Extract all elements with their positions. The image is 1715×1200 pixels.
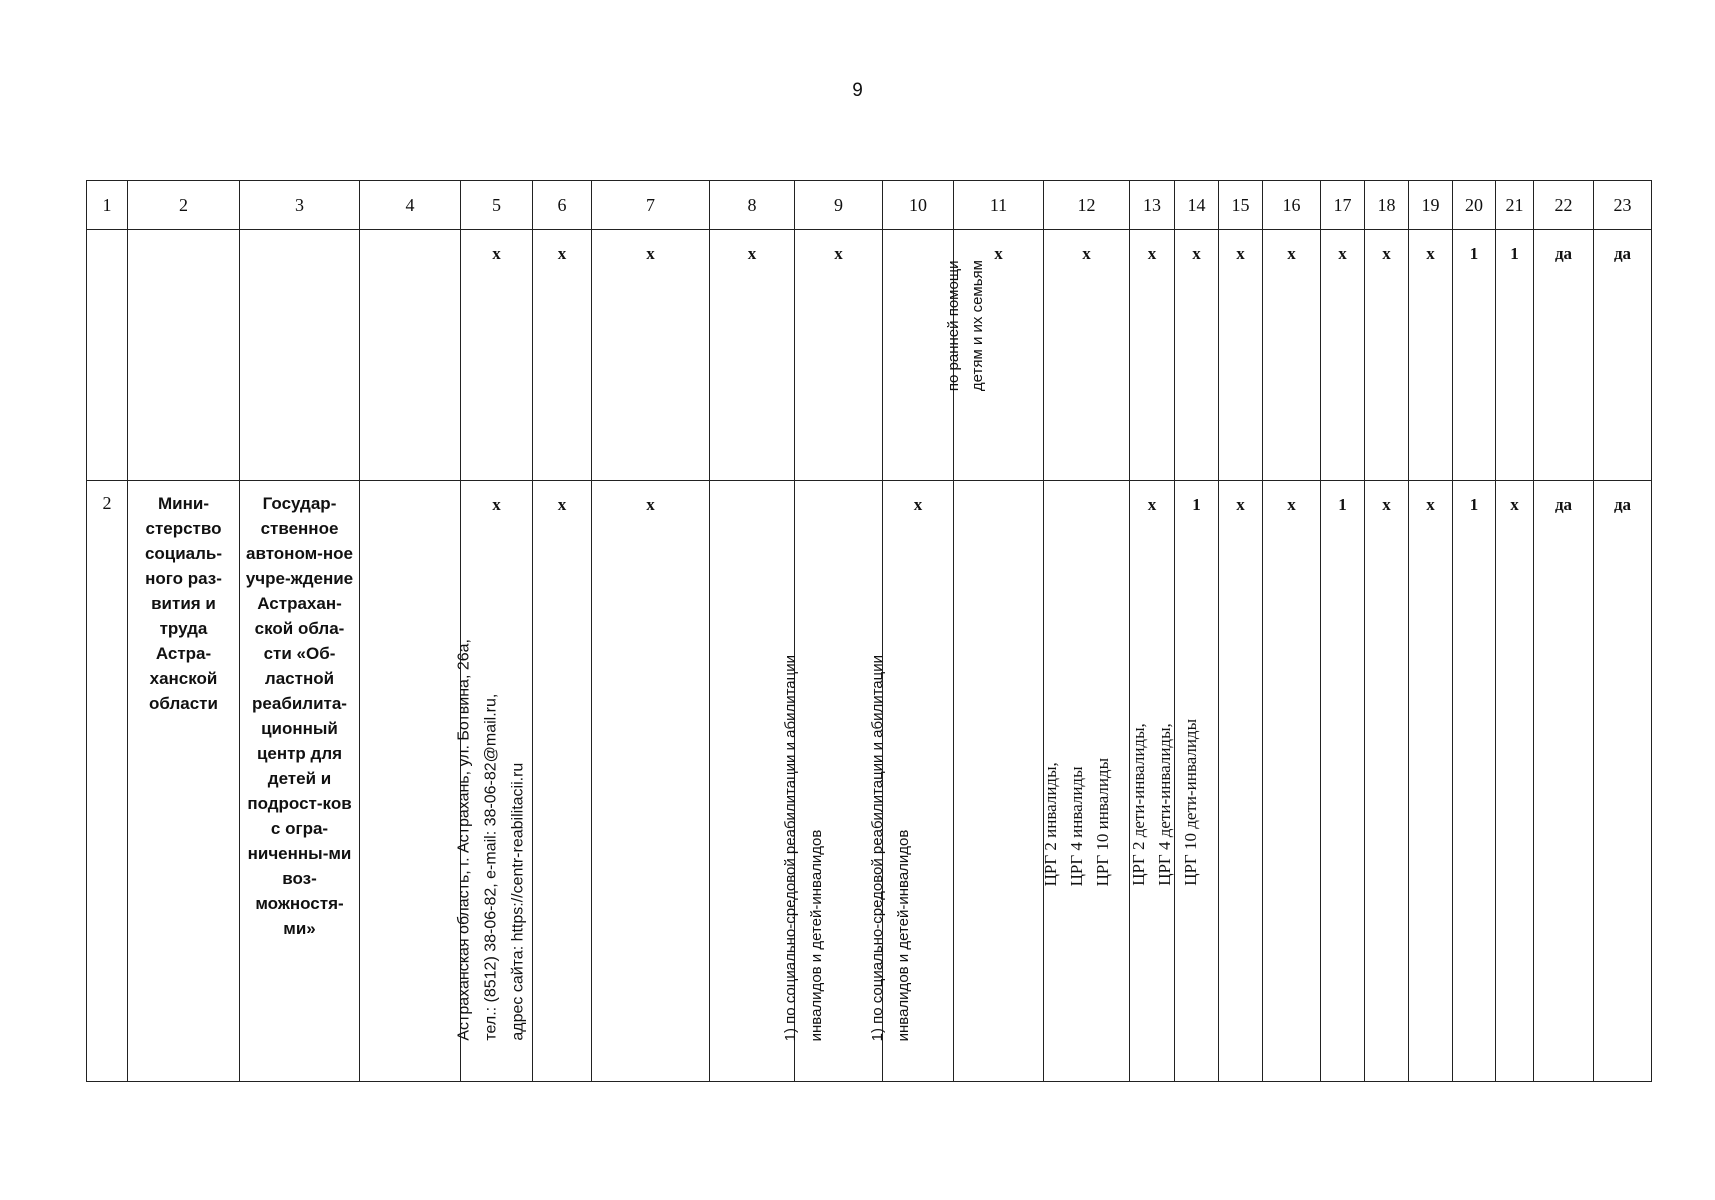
table-row (87, 481, 1652, 1082)
cell-value: х (646, 244, 655, 263)
col-header: 17 (1321, 181, 1365, 230)
col-header: 2 (128, 181, 240, 230)
cell (1365, 481, 1409, 1082)
program-text: 1) по социально-средовой реабилитации и абилитации (782, 654, 799, 1041)
cell (1321, 230, 1365, 481)
cell-value: х (492, 244, 501, 263)
cell (87, 481, 128, 1082)
cell-value: х (1192, 244, 1201, 263)
col-header: 1 (87, 181, 128, 230)
cell (795, 230, 883, 481)
cell-value: х (1510, 495, 1519, 514)
cell (592, 230, 710, 481)
cell-early-help (883, 230, 986, 481)
cell (533, 230, 592, 481)
col-header: 10 (883, 181, 954, 230)
table-row (87, 230, 1652, 481)
cell-value: х (1147, 244, 1157, 263)
header-row (87, 181, 1652, 230)
cell-value: да (1554, 495, 1573, 514)
col-header: 23 (1594, 181, 1652, 230)
col-header: 20 (1453, 181, 1496, 230)
cell (1594, 230, 1652, 481)
cell (1219, 481, 1263, 1082)
cell-value: х (1426, 244, 1435, 263)
cell-empty (128, 230, 240, 481)
cell-target-groups (1044, 481, 1200, 1082)
cell (1263, 481, 1321, 1082)
col-header: 12 (1044, 181, 1130, 230)
cell-value: х (1236, 244, 1245, 263)
cell-value: х (913, 495, 923, 514)
col-header: 14 (1175, 181, 1219, 230)
cell-program (710, 481, 825, 1082)
col-header: 22 (1534, 181, 1594, 230)
col-header: 15 (1219, 181, 1263, 230)
program-text: инвалидов и детей-инвалидов (808, 829, 825, 1041)
address-text: Астраханская область, г. Астрахань, ул. Ботвина, 26а, (455, 639, 473, 1041)
target-group-text: ЦРГ 10 дети-инвалиды (1180, 719, 1200, 886)
col-header: 11 (954, 181, 1044, 230)
cell (1175, 230, 1219, 481)
cell-empty (360, 230, 461, 481)
cell-target-groups (954, 481, 1112, 1082)
cell (1219, 230, 1263, 481)
cell-value: х (646, 495, 655, 514)
cell-value: х (994, 244, 1003, 263)
institution-name: Государ-ственное автоном-ное учре-ждение Астрахан-ской обла-сти «Об-ластной реабилита-ционный центр для детей и подрост-ков с огра-ниченны-ми воз-можностя-ми» (245, 494, 354, 938)
cell (240, 481, 360, 1082)
cell (1409, 481, 1453, 1082)
cell (533, 481, 592, 1082)
col-header: 18 (1365, 181, 1409, 230)
contact-text: тел.: (8512) 38-06-82, e-mail: 38-06-82@mail.ru, (482, 693, 500, 1041)
cell-empty (240, 230, 360, 481)
cell (1409, 230, 1453, 481)
cell (1044, 230, 1130, 481)
cell (1534, 481, 1594, 1082)
cell (1365, 230, 1409, 481)
cell-program (795, 481, 912, 1082)
cell (128, 481, 240, 1082)
col-header: 8 (710, 181, 795, 230)
cell-value: х (1287, 244, 1296, 263)
col-header: 5 (461, 181, 533, 230)
registry-table (86, 180, 1652, 1082)
cell-empty (87, 230, 128, 481)
website-text: адрес сайта: https://centr-reabilitacii.ru (509, 763, 527, 1041)
ministry-name: Мини-стерство социаль-ного раз-вития и труда Астра-ханской области (144, 494, 223, 713)
cell (592, 481, 710, 1082)
cell-value: да (1613, 244, 1632, 263)
col-header: 21 (1496, 181, 1534, 230)
cell (1453, 230, 1496, 481)
cell (954, 230, 1044, 481)
cell-value: х (1382, 244, 1391, 263)
col-header: 19 (1409, 181, 1453, 230)
cell-value: х (492, 495, 501, 514)
cell-value: 1 (1469, 244, 1479, 263)
col-header: 6 (533, 181, 592, 230)
cell (1130, 481, 1175, 1082)
col-header: 9 (795, 181, 883, 230)
program-text: 1) по социально-средовой реабилитации и абилитации (868, 654, 886, 1041)
page-number: 9 (852, 80, 863, 101)
cell-value: 1 (1192, 495, 1201, 514)
cell-value: х (1287, 495, 1296, 514)
target-group-text: ЦРГ 4 дети-инвалиды, (1154, 723, 1174, 886)
cell (1263, 230, 1321, 481)
cell-value: х (1147, 495, 1157, 514)
target-group-text: ЦРГ 4 инвалиды (1066, 766, 1086, 886)
col-header: 16 (1263, 181, 1321, 230)
target-group-text: ЦРГ 10 инвалиды (1092, 757, 1112, 886)
cell (1534, 230, 1594, 481)
cell-address (360, 481, 527, 1082)
cell-value: х (1382, 495, 1391, 514)
cell-value: 1 (1510, 244, 1519, 263)
cell-value: х (1236, 495, 1245, 514)
cell-value: да (1613, 495, 1632, 514)
cell (1321, 481, 1365, 1082)
cell (1453, 481, 1496, 1082)
cell (461, 481, 533, 1082)
cell (1175, 481, 1219, 1082)
col-header: 4 (360, 181, 461, 230)
cell-value: х (557, 244, 567, 263)
cell-value: х (1338, 244, 1347, 263)
cell-value: х (557, 495, 567, 514)
col-header: 3 (240, 181, 360, 230)
early-help-text: детям и их семьям (969, 260, 986, 392)
cell (710, 230, 795, 481)
cell (1496, 481, 1534, 1082)
target-group-text: ЦРГ 2 дети-инвалиды, (1128, 723, 1148, 886)
early-help-text: по ранней помощи (945, 260, 962, 392)
cell-value: 1 (1469, 495, 1479, 514)
cell-value: х (747, 244, 757, 263)
cell-value: х (1082, 244, 1091, 263)
cell-value: 1 (1338, 495, 1347, 514)
col-header: 7 (592, 181, 710, 230)
col-header: 13 (1130, 181, 1175, 230)
cell-value: х (834, 244, 843, 263)
row-number: 2 (102, 493, 112, 513)
cell (1130, 230, 1175, 481)
program-text: инвалидов и детей-инвалидов (894, 829, 912, 1041)
cell (1594, 481, 1652, 1082)
target-group-text: ЦРГ 2 инвалиды, (1040, 761, 1060, 886)
cell (883, 481, 954, 1082)
cell (1496, 230, 1534, 481)
cell (461, 230, 533, 481)
cell-value: да (1554, 244, 1573, 263)
cell-value: х (1426, 495, 1435, 514)
